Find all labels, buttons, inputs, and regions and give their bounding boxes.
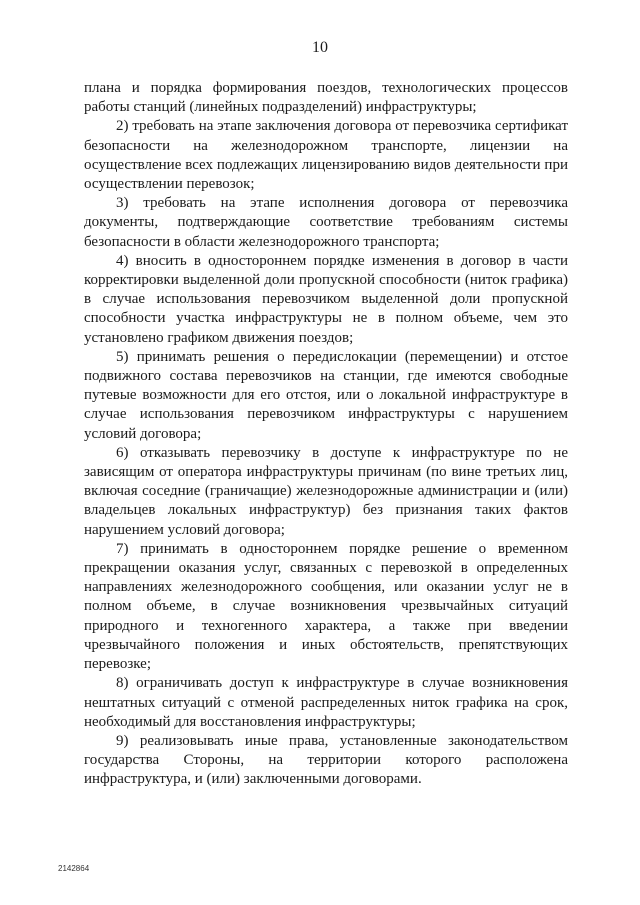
paragraph-item-7: 7) принимать в одностороннем порядке решение о временном прекращении оказания услуг, связанных с перевозкой в определенных направлениях железнодорожного сообщения, или оказании услуг не в полном объеме, в случае возникновения чрезвычайных ситуаций природного и техногенного характера, а также при введении чрезвычайного положения и иных обстоятельств, препятствующих перевозке; <box>84 540 568 673</box>
paragraph-item-6: 6) отказывать перевозчику в доступе к инфраструктуре по не зависящим от оператора инфраструктуры причинам (по вине третьих лиц, включая соседние (граничащие) железнодорожные администрации и (или) владельцев локальных инфраструктур) без признания таких фактов нарушением условий договора; <box>84 444 568 538</box>
paragraph-item-3: 3) требовать на этапе исполнения договора от перевозчика документы, подтверждающие соответствие требованиям системы безопасности в области железнодорожного транспорта; <box>84 195 568 250</box>
paragraph-item-9: 9) реализовывать иные права, установленные законодательством государства Стороны, на территории которого расположена инфраструктура, и (или) заключенными договорами. <box>84 732 568 788</box>
document-body <box>84 79 568 790</box>
paragraph-item-4: 4) вносить в одностороннем порядке изменения в договор в части корректировки выделенной доли пропускной способности (ниток графика) в случае использования перевозчиком выделенной доли пропускной способности участка инфраструктуры не в полном объеме, чем это установлено графиком движения поездов; <box>84 252 568 346</box>
page-number: 10 <box>312 39 328 56</box>
document-id: 2142864 <box>58 864 90 873</box>
paragraph-item-5: 5) принимать решения о передислокации (перемещении) и отстое подвижного состава перевозчиков на станции, где имеются свободные путевые возможности для его отстоя, или о локальной инфраструктуре в случае использования перевозчиком инфраструктуры с нарушением условий договора; <box>84 348 568 442</box>
paragraph-continuation: плана и порядка формирования поездов, технологических процессов работы станций (линейных подразделений) инфраструктуры; <box>84 80 568 116</box>
paragraph-item-8: 8) ограничивать доступ к инфраструктуре в случае возникновения нештатных ситуаций с отменой распределенных ниток графика на срок, необходимый для восстановления инфраструктуры; <box>84 675 568 730</box>
paragraph-item-2: 2) требовать на этапе заключения договора от перевозчика сертификат безопасности на железнодорожном транспорте, лицензии на осуществление всех подлежащих лицензированию видов деятельности при осуществлении перевозок; <box>84 118 568 193</box>
